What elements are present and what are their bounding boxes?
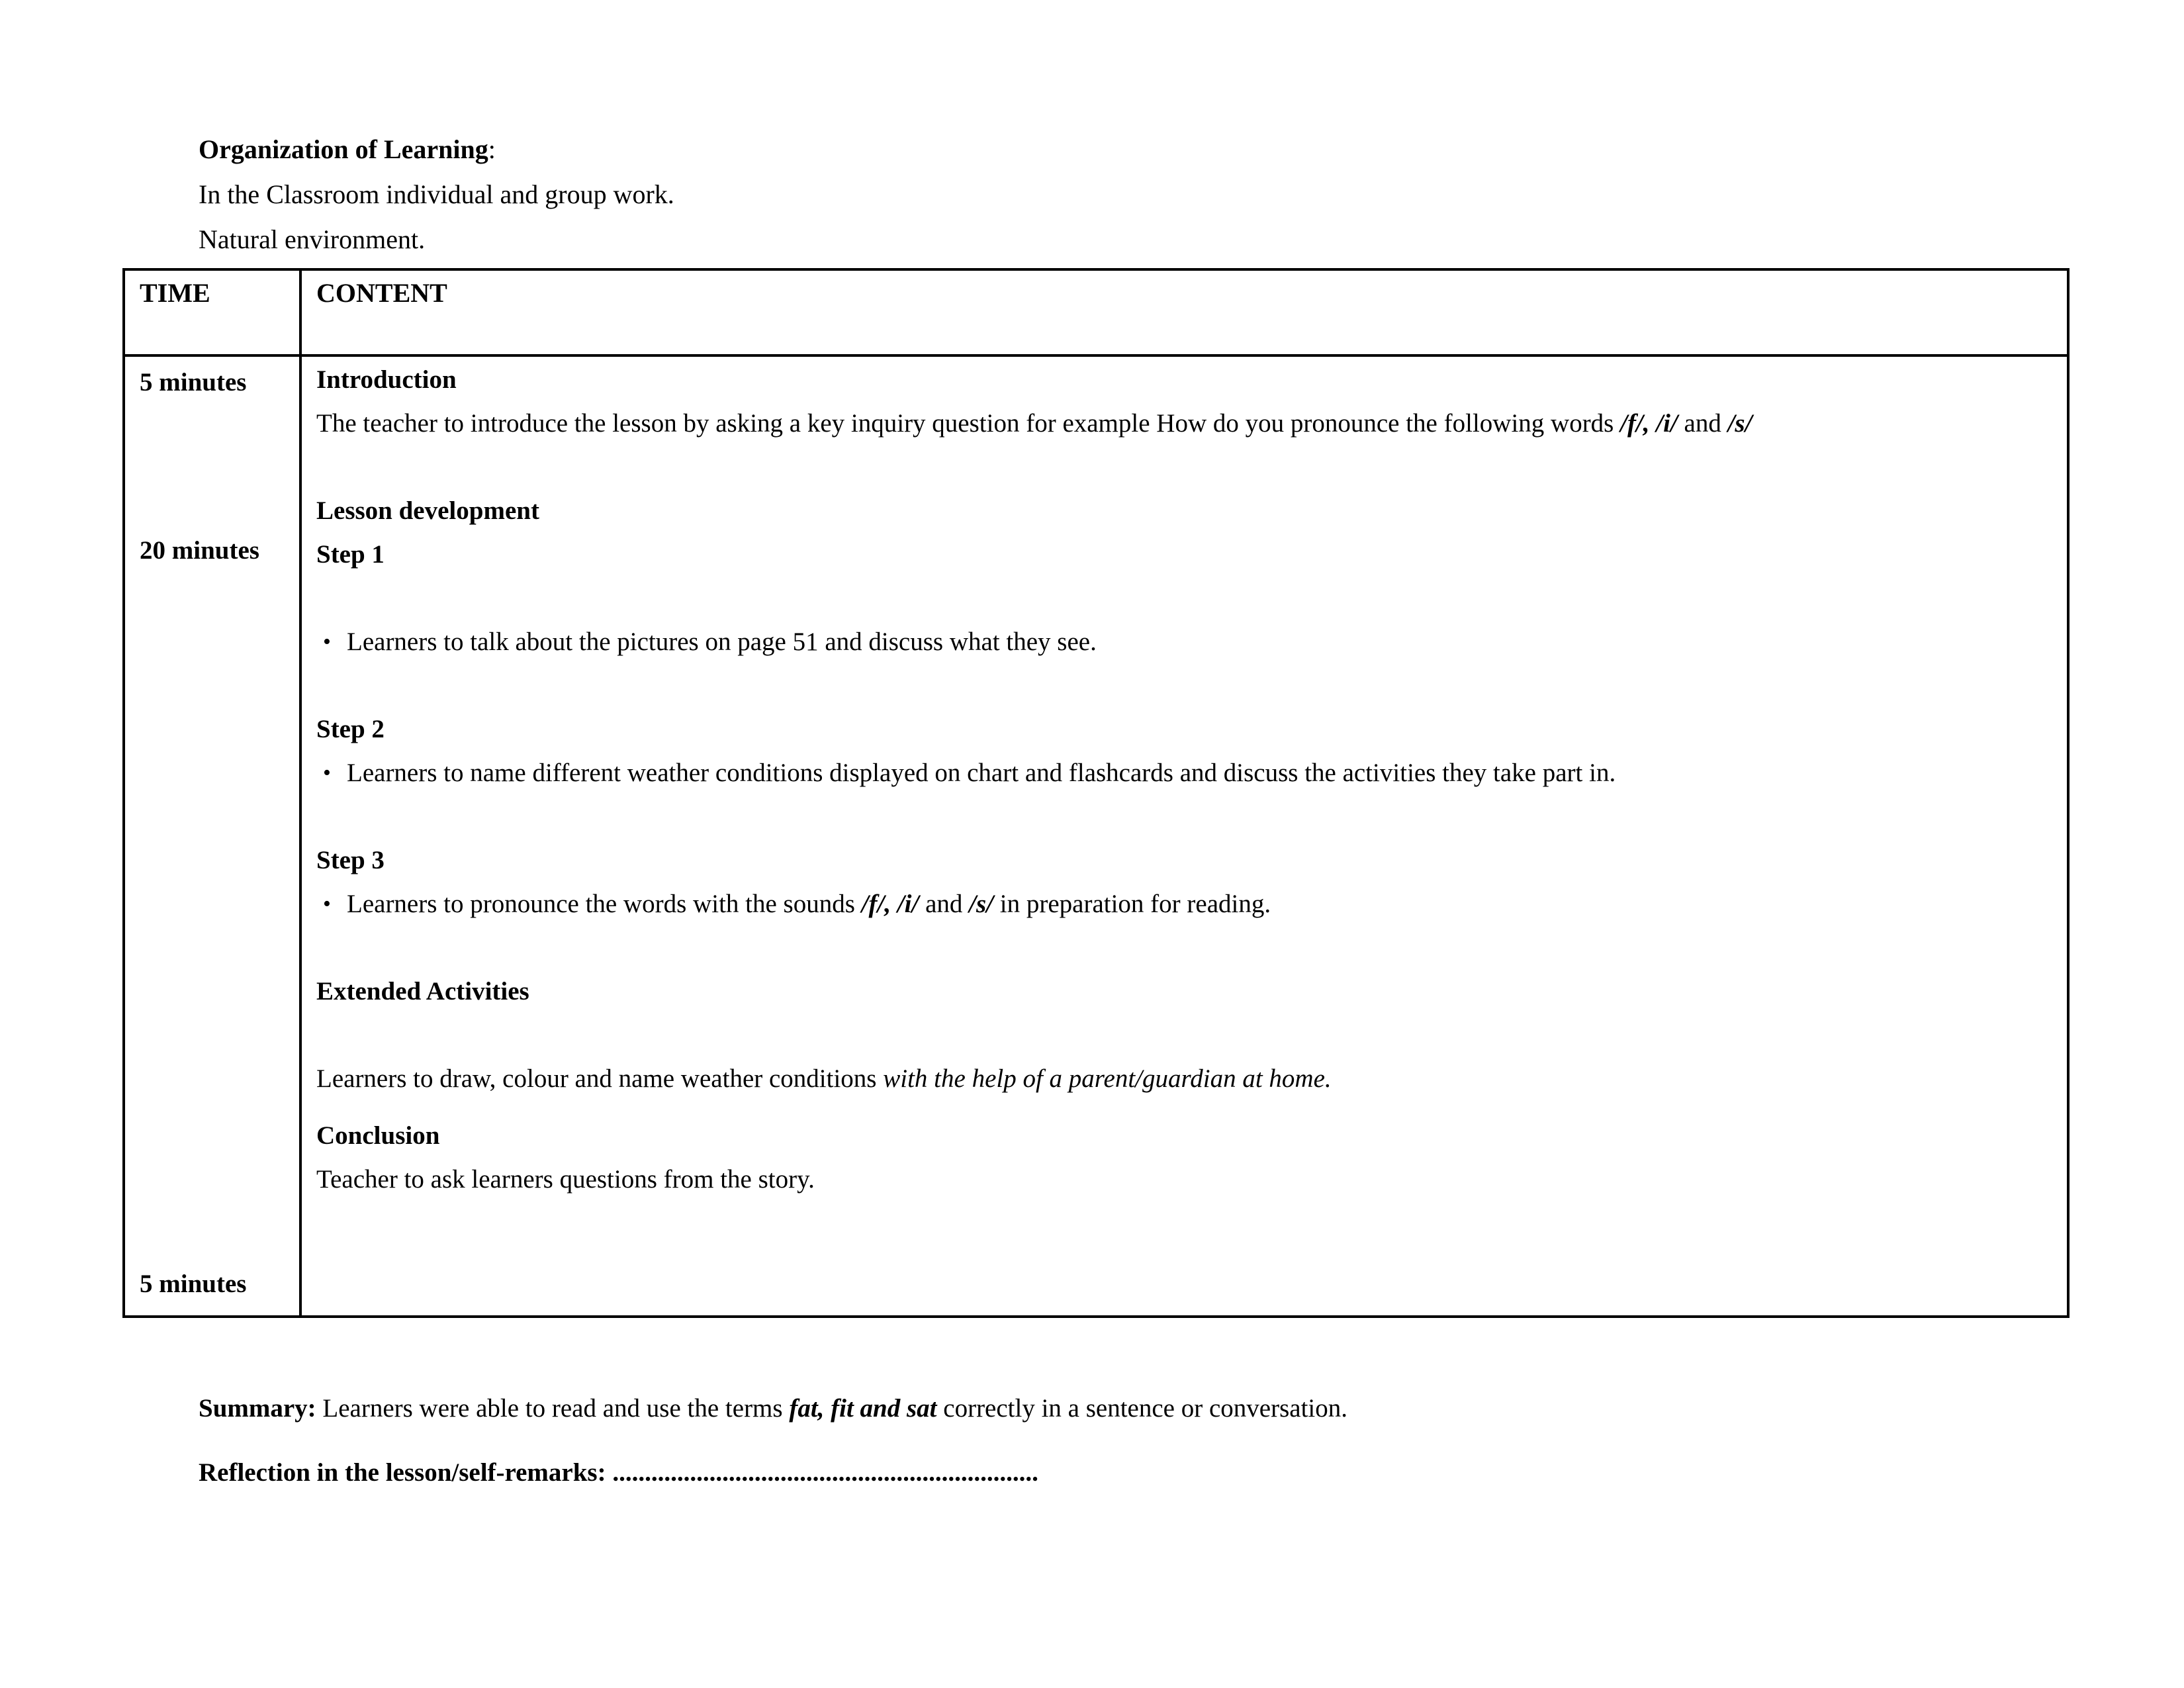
time-label-development: 20 minutes bbox=[140, 536, 259, 565]
time-label-introduction: 5 minutes bbox=[140, 368, 247, 397]
content-cell bbox=[300, 355, 2068, 1317]
bullet-item bbox=[316, 751, 2052, 795]
lesson-plan-table bbox=[122, 268, 2070, 1318]
bullet-text bbox=[347, 620, 2052, 664]
table-header-row bbox=[124, 269, 2068, 355]
bullet-text bbox=[347, 882, 2052, 926]
text-segment: Learners to name different weather conditions displayed on chart and flashcards and discuss the activities they take part in. bbox=[347, 759, 1616, 787]
text-segment: Extended Activities bbox=[316, 977, 529, 1006]
bullet-icon: • bbox=[323, 630, 331, 654]
spacer bbox=[316, 577, 2052, 620]
text-segment: The teacher to introduce the lesson by asking a key inquiry question for example How do you pronounce the following words bbox=[316, 409, 1621, 438]
section-heading bbox=[316, 533, 2052, 577]
spacer bbox=[316, 1013, 2052, 1057]
section-heading bbox=[316, 839, 2052, 882]
bullet-item bbox=[316, 620, 2052, 664]
content-paragraph bbox=[316, 1158, 2052, 1201]
spacer bbox=[316, 664, 2052, 708]
org-of-learning-block bbox=[199, 127, 674, 262]
section-heading bbox=[316, 358, 2052, 402]
section-heading bbox=[316, 489, 2052, 533]
spacer bbox=[316, 795, 2052, 839]
org-heading-colon: : bbox=[488, 134, 496, 164]
spacer bbox=[316, 1101, 2052, 1114]
text-segment: /f/, /i/ bbox=[1620, 409, 1678, 438]
time-column-header: TIME bbox=[124, 269, 300, 355]
summary-line bbox=[199, 1387, 1347, 1430]
org-heading-line bbox=[199, 127, 674, 172]
text-segment: Lesson development bbox=[316, 496, 539, 525]
text-segment: correctly in a sentence or conversation. bbox=[936, 1394, 1347, 1423]
bullet-icon: • bbox=[323, 761, 331, 785]
bullet-text bbox=[347, 751, 2052, 795]
text-segment: Conclusion bbox=[316, 1121, 440, 1150]
text-segment: /f/, /i/ bbox=[861, 890, 919, 918]
text-segment: /s/ bbox=[969, 890, 994, 918]
text-segment: .................................................................. bbox=[612, 1458, 1038, 1487]
text-segment: Learners to pronounce the words with the sounds bbox=[347, 890, 862, 918]
text-segment: /s/ bbox=[1727, 409, 1752, 438]
text-segment: fat, fit and sat bbox=[789, 1394, 937, 1423]
section-heading bbox=[316, 970, 2052, 1013]
text-segment: Learners were able to read and use the terms bbox=[322, 1394, 790, 1423]
spacer bbox=[316, 445, 2052, 489]
text-segment: Learners to draw, colour and name weather conditions bbox=[316, 1064, 884, 1093]
org-line-natural: Natural environment. bbox=[199, 224, 426, 254]
time-label-conclusion: 5 minutes bbox=[140, 1270, 247, 1298]
section-heading bbox=[316, 1114, 2052, 1158]
text-segment: Step 3 bbox=[316, 846, 385, 874]
text-segment: Summary: bbox=[199, 1394, 323, 1423]
text-segment: Step 2 bbox=[316, 715, 385, 743]
org-heading: Organization of Learning bbox=[199, 134, 488, 164]
org-line-classroom: In the Classroom individual and group work. bbox=[199, 179, 674, 209]
text-segment: Reflection in the lesson/self-remarks: bbox=[199, 1458, 613, 1487]
footer-block bbox=[199, 1387, 1347, 1495]
time-cell bbox=[124, 355, 300, 1317]
content-blocks bbox=[316, 358, 2052, 1201]
text-segment: in preparation for reading. bbox=[993, 890, 1271, 918]
text-segment: Teacher to ask learners questions from the story. bbox=[316, 1165, 815, 1194]
content-paragraph bbox=[316, 402, 2052, 445]
text-segment: Step 1 bbox=[316, 540, 385, 569]
content-column-header: CONTENT bbox=[300, 269, 2068, 355]
text-segment: and bbox=[919, 890, 970, 918]
text-segment: and bbox=[1677, 409, 1728, 438]
section-heading bbox=[316, 708, 2052, 751]
spacer bbox=[316, 926, 2052, 970]
text-segment: with the help of a parent/guardian at home. bbox=[883, 1064, 1332, 1093]
table-body-row bbox=[124, 355, 2068, 1317]
content-paragraph bbox=[316, 1057, 2052, 1101]
text-segment: Introduction bbox=[316, 365, 457, 394]
bullet-icon: • bbox=[323, 892, 331, 916]
bullet-item bbox=[316, 882, 2052, 926]
text-segment: Learners to talk about the pictures on page 51 and discuss what they see. bbox=[347, 628, 1097, 656]
reflection-line bbox=[199, 1451, 1347, 1495]
